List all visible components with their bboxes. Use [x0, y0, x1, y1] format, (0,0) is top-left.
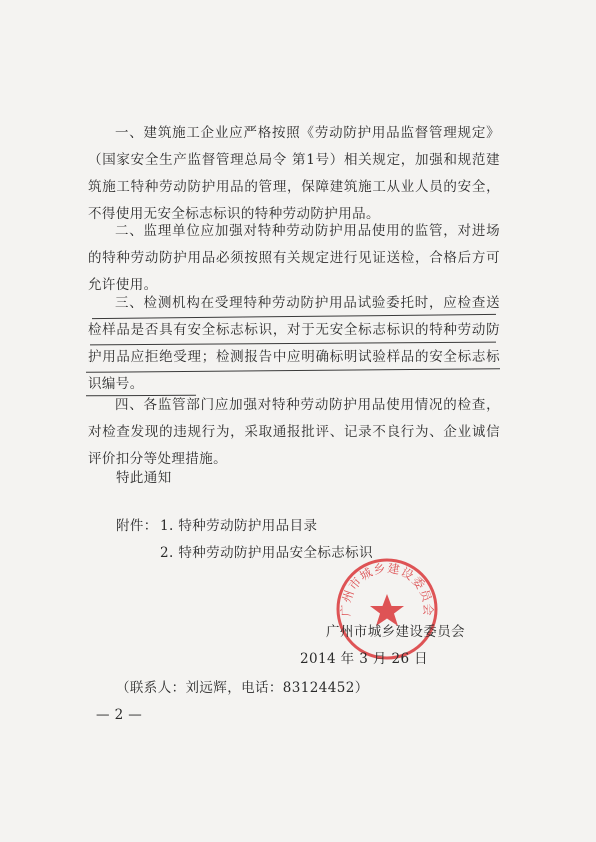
attachment-item: 1. 特种劳动防护用品目录 [160, 518, 318, 534]
issuing-organization: 广州市城乡建设委员会 [326, 624, 465, 640]
attachments-label: 附件： [116, 518, 158, 534]
paragraph-1: 一、建筑施工企业应严格按照《劳动防护用品监督管理规定》（国家安全生产监督管理总局令 第1号）相关规定，加强和规范建筑施工特种劳动防护用品的管理，保障建筑施工从业人员的安全，不得使用无安全标志标识的特种劳动防护用品。 [88, 125, 500, 222]
paragraph-2: 二、监理单位应加强对特种劳动防护用品使用的监管，对进场的特种劳动防护用品必须按照有关规定进行见证送检，合格后方可允许使用。 [88, 223, 500, 293]
page-number: — 2 — [96, 707, 143, 723]
contact-info: （联系人：刘远辉，电话：83124452） [116, 680, 369, 696]
issue-date: 2014 年 3 月 26 日 [300, 651, 429, 667]
seal-text: 广州市城乡建设委员会 [338, 561, 436, 617]
paragraph-3: 三、检测机构在受理特种劳动防护用品试验委托时，应检查送检样品是否具有安全标志标识，对于无安全标志标识的特种劳动防护用品应拒绝受理；检测报告中应明确标明试验样品的安全标志标识编号。 [88, 295, 500, 392]
attachment-item: 2. 特种劳动防护用品安全标志标识 [160, 545, 373, 561]
paragraph-4: 四、各监管部门应加强对特种劳动防护用品使用情况的检查，对检查发现的违规行为，采取通报批评、记录不良行为、企业诚信评价扣分等处理措施。 [88, 397, 500, 467]
closing-notice: 特此通知 [116, 470, 172, 486]
